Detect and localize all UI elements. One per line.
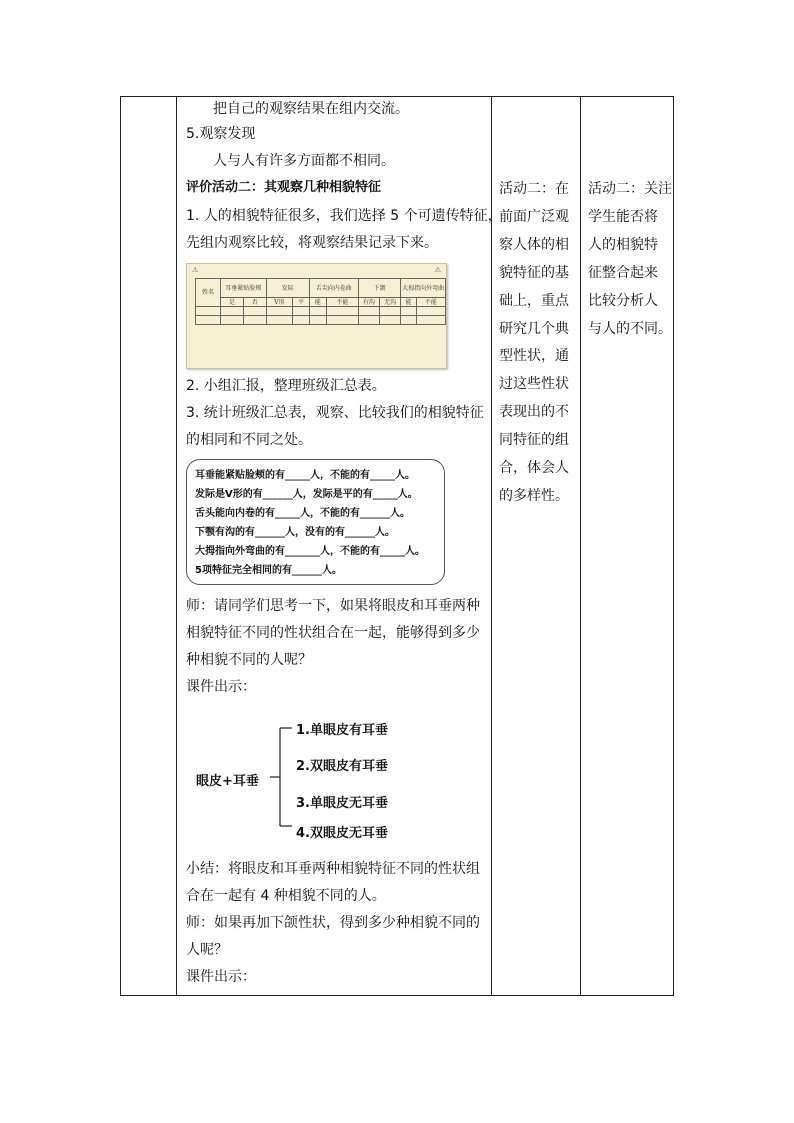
evaluation-point-line: 与人的不同。 <box>588 321 672 337</box>
record-table-row <box>196 316 446 325</box>
class-summary-box <box>186 459 445 585</box>
record-table-subheader: 无沟 <box>380 298 401 307</box>
evaluation-point-line: 学生能否将 <box>588 209 658 225</box>
design-intent-line: 研究几个典 <box>499 321 569 337</box>
summary-line: 下颚有沟的有______人，没有的有______人。 <box>195 527 395 538</box>
diagram-root: 眼皮+耳垂 <box>196 774 259 789</box>
summary-line: 耳垂能紧贴脸颊的有_____人，不能的有_____人。 <box>195 470 415 481</box>
summary-a: 小结：将眼皮和耳垂两种相貌特征不同的性状组 <box>186 861 480 877</box>
record-table-subheader: 平 <box>293 298 309 307</box>
teacher-question2-a: 师：如果再加下颌性状，得到多少种相貌不同的 <box>186 915 480 931</box>
observe-exchange-text: 把自己的观察结果在组内交流。 <box>213 101 409 117</box>
summary-line: 舌头能向内卷的有_____人，不能的有______人。 <box>195 508 410 519</box>
record-table-subheader: 否 <box>243 298 266 307</box>
teacher-question-a: 师：请同学们思考一下，如果将眼皮和耳垂两种 <box>186 598 480 614</box>
record-table-header: 下颌 <box>358 279 400 298</box>
courseware-label: 课件出示： <box>186 679 256 695</box>
summary-line: 发际是V形的有______人，发际是平的有_____人。 <box>195 489 418 500</box>
design-intent-line: 活动二：在 <box>499 181 569 197</box>
step3-line-b: 的相同和不同之处。 <box>186 432 312 448</box>
diagram-item: 3.单眼皮无耳垂 <box>296 796 388 811</box>
record-table-header: 舌尖向内卷曲 <box>309 279 358 298</box>
table-border-left <box>120 96 121 996</box>
courseware-label-2: 课件出示： <box>186 969 256 985</box>
record-table-subheader: 有沟 <box>358 298 379 307</box>
design-intent-line: 型性状，通 <box>499 348 569 364</box>
table-border-bottom <box>120 995 674 996</box>
record-table-subheader: 是 <box>221 298 244 307</box>
table-divider-3 <box>580 96 581 996</box>
pin-icon: ⚠ <box>434 266 441 274</box>
summary-line: 5项特征完全相同的有______人。 <box>195 565 342 576</box>
diagram-item: 1.单眼皮有耳垂 <box>296 723 388 738</box>
record-table-subheader: V形 <box>266 298 293 307</box>
pin-icon: ⚠ <box>192 266 199 274</box>
record-table-subheader: 不能 <box>326 298 358 307</box>
record-table-row <box>196 307 446 316</box>
evaluation-point-line: 活动二：关注 <box>588 181 672 197</box>
design-intent-line: 同特征的组 <box>499 432 569 448</box>
record-table-card <box>186 263 447 369</box>
summary-b: 合在一起有 4 种相貌不同的人。 <box>186 888 386 904</box>
summary-line: 大拇指向外弯曲的有_______人，不能的有_____人。 <box>195 546 425 557</box>
diagram-bracket <box>268 720 298 832</box>
record-table-subheader: 能 <box>401 298 417 307</box>
record-table-header: 发际 <box>266 279 309 298</box>
diagram-item: 2.双眼皮有耳垂 <box>296 759 388 774</box>
step1-line-a: 1. 人的相貌特征很多，我们选择 5 个可遗传特征， <box>186 208 502 224</box>
record-table-header: 耳垂紧贴脸颊 <box>221 279 267 298</box>
design-intent-line: 察人体的相 <box>499 237 569 253</box>
record-table-name-header: 姓名 <box>196 279 221 307</box>
record-table-subheader: 不能 <box>416 298 445 307</box>
record-table-subheader: 能 <box>309 298 326 307</box>
table-divider-2 <box>491 96 492 996</box>
record-table-header: 大拇指向外弯曲 <box>401 279 446 298</box>
evaluation-point-line: 征整合起来 <box>588 265 658 281</box>
table-border-right <box>673 96 674 996</box>
teacher-question2-b: 人呢？ <box>186 942 228 958</box>
design-intent-line: 表现出的不 <box>499 404 569 420</box>
design-intent-line: 过这些性状 <box>499 376 569 392</box>
design-intent-line: 前面广泛观 <box>499 209 569 225</box>
record-table <box>195 278 446 325</box>
step1-line-b: 先组内观察比较，将观察结果记录下来。 <box>186 235 438 251</box>
design-intent-line: 合，体会人 <box>499 460 569 476</box>
diagram-item: 4.双眼皮无耳垂 <box>296 826 388 841</box>
evaluation-point-line: 比较分析人 <box>588 293 658 309</box>
step3-line-a: 3. 统计班级汇总表，观察、比较我们的相貌特征 <box>186 405 484 421</box>
design-intent-line: 的多样性。 <box>499 488 569 504</box>
observe-finding-heading: 5.观察发现 <box>186 126 256 142</box>
evaluation-activity-heading: 评价活动二：其观察几种相貌特征 <box>186 180 382 195</box>
step2-text: 2. 小组汇报，整理班级汇总表。 <box>186 378 386 394</box>
evaluation-point-line: 人的相貌特 <box>588 237 658 253</box>
teacher-question-b: 相貌特征不同的性状组合在一起，能够得到多少 <box>186 625 480 641</box>
observe-finding-text: 人与人有许多方面都不相同。 <box>213 153 395 169</box>
design-intent-line: 础上，重点 <box>499 293 569 309</box>
table-divider-1 <box>176 96 177 996</box>
teacher-question-c: 种相貌不同的人呢？ <box>186 652 312 668</box>
table-border-top <box>120 96 674 97</box>
design-intent-line: 貌特征的基 <box>499 265 569 281</box>
